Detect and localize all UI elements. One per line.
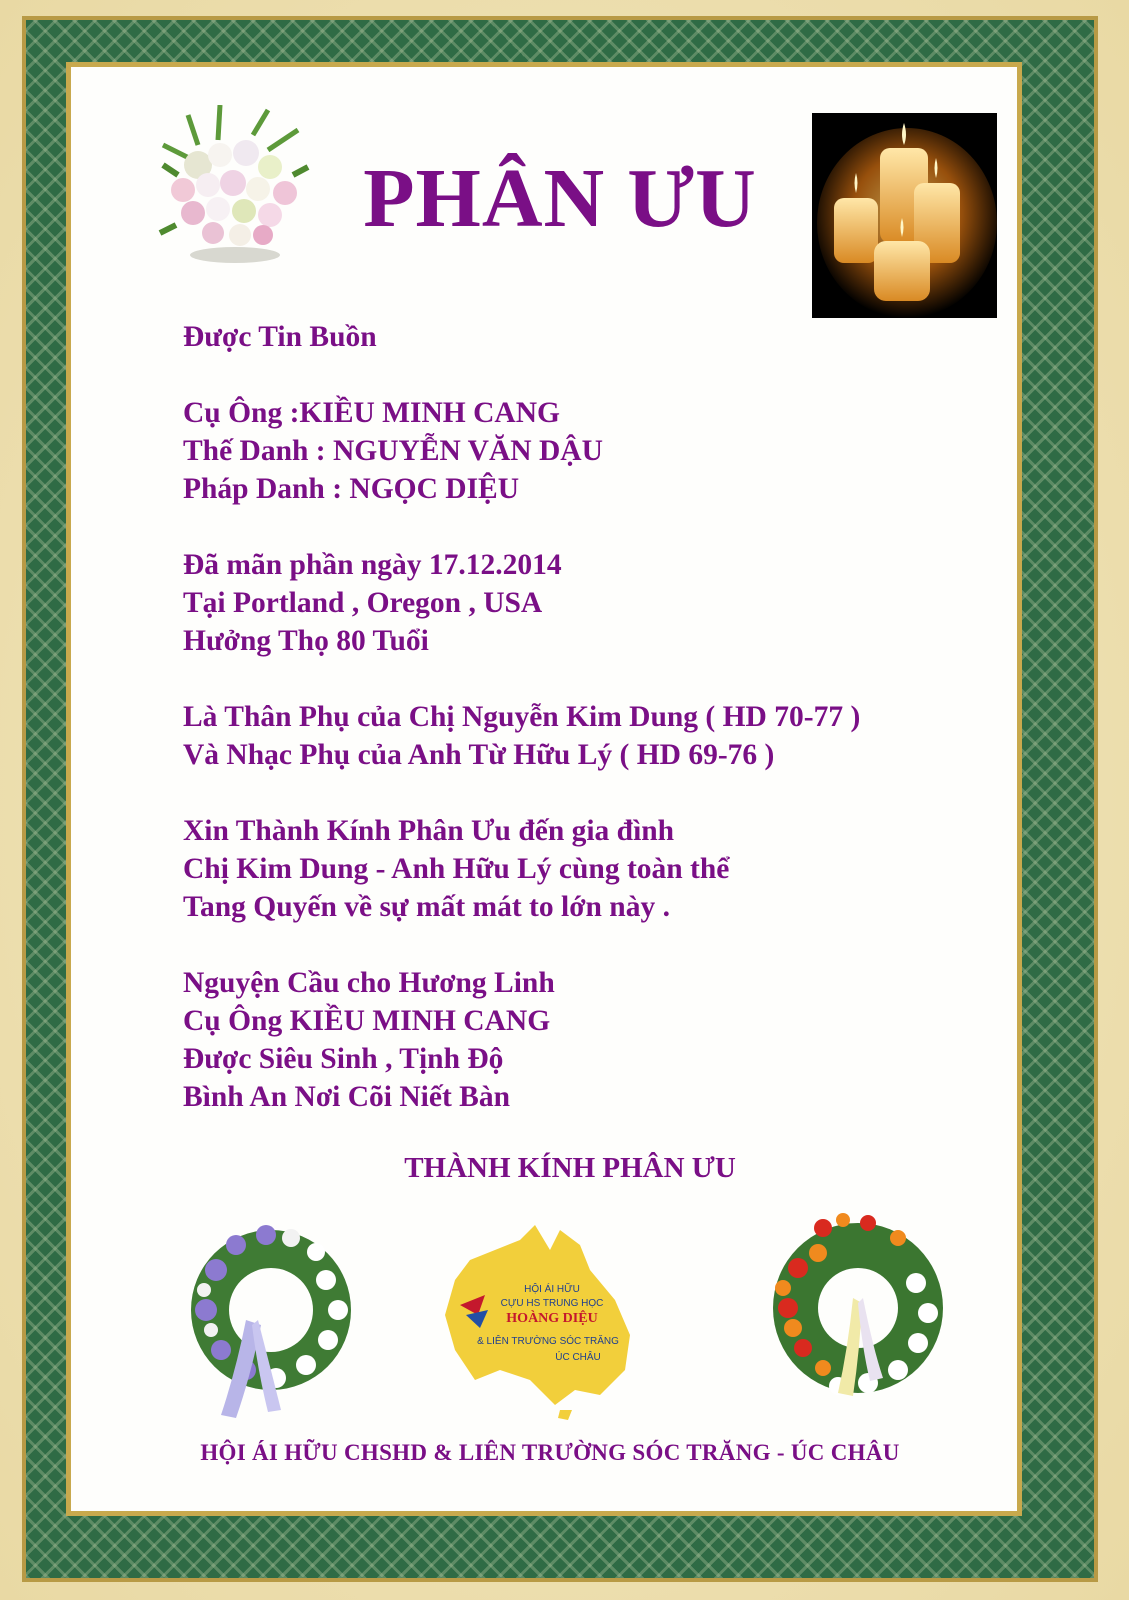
relation-line: Và Nhạc Phụ của Anh Từ Hữu Lý ( HD 69-76 ) <box>183 739 775 771</box>
page-title: PHÂN ƯU <box>363 152 757 245</box>
logo-text-line: ÚC CHÂU <box>555 1352 601 1363</box>
condolence-line: Xin Thành Kính Phân Ưu đến gia đình <box>183 815 675 847</box>
prayer-paragraph <box>183 964 1003 1116</box>
logo-text-line: HỘI ÁI HỮU <box>524 1284 580 1295</box>
logo-school-name: HOÀNG DIỆU <box>506 1311 598 1326</box>
relation-line: Là Thân Phụ của Chị Nguyễn Kim Dung ( HD 70-77 ) <box>183 701 861 733</box>
closing-title: THÀNH KÍNH PHÂN ƯU <box>404 1152 736 1184</box>
passing-date-line: Đã mãn phần ngày 17.12.2014 <box>183 549 562 581</box>
secular-name-line: Thế Danh : NGUYỄN VĂN DẬU <box>183 435 603 467</box>
prayer-line: Nguyện Cầu cho Hương Linh <box>183 967 555 999</box>
intro-line: Được Tin Buồn <box>183 321 377 353</box>
red-orange-wreath-image <box>758 1198 958 1408</box>
prayer-line: Cụ Ông KIỀU MINH CANG <box>183 1005 551 1037</box>
passing-place-line: Tại Portland , Oregon , USA <box>183 587 543 619</box>
prayer-line: Được Siêu Sinh , Tịnh Độ <box>183 1043 504 1075</box>
deceased-paragraph <box>183 394 1003 508</box>
condolence-paragraph <box>183 812 1003 926</box>
candles-image <box>812 113 997 318</box>
flower-bouquet-image <box>158 105 313 265</box>
intro-paragraph <box>183 318 1003 356</box>
age-line: Hưởng Thọ 80 Tuổi <box>183 625 429 657</box>
footer-organization: HỘI ÁI HỮU CHSHD & LIÊN TRƯỜNG SÓC TRĂNG - ÚC CHÂU <box>200 1440 900 1465</box>
condolence-line: Tang Quyến về sự mất mát to lớn này . <box>183 891 670 923</box>
logo-text-line: CỰU HS TRUNG HỌC <box>500 1298 604 1309</box>
deceased-name-line: Cụ Ông :KIỀU MINH CANG <box>183 397 560 429</box>
prayer-line: Bình An Nơi Cõi Niết Bàn <box>183 1081 510 1113</box>
relations-paragraph <box>183 698 1003 774</box>
logo-text-line: & LIÊN TRƯỜNG SÓC TRĂNG <box>477 1336 619 1347</box>
dharma-name-line: Pháp Danh : NGỌC DIỆU <box>183 473 520 505</box>
association-logo <box>440 1220 650 1420</box>
passing-paragraph <box>183 546 1003 660</box>
white-purple-wreath-image <box>176 1200 366 1425</box>
announcement-body <box>183 318 1003 1154</box>
condolence-line: Chị Kim Dung - Anh Hữu Lý cùng toàn thể <box>183 853 730 885</box>
